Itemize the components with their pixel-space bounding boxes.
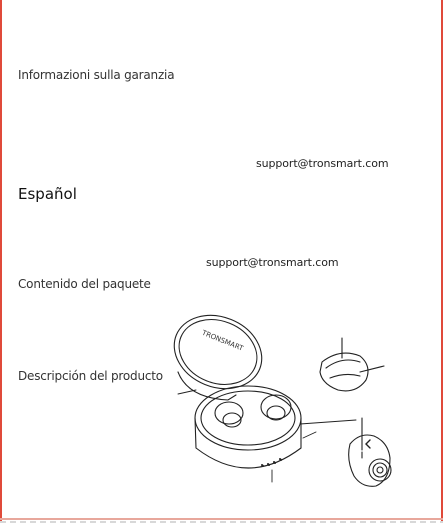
support-email-it: support@tronsmart.com: [256, 157, 389, 170]
support-email-es: support@tronsmart.com: [206, 256, 339, 269]
lid-brand-text: TRONSMART: [200, 328, 245, 353]
warranty-heading: Informazioni sulla garanzia: [18, 68, 175, 82]
earbud-right: [320, 338, 384, 391]
spanish-section-heading: Español: [18, 185, 77, 203]
earbud-left: [349, 418, 391, 486]
product-description-heading: Descripción del producto: [18, 369, 163, 383]
package-contents-heading: Contenido del paquete: [18, 277, 151, 291]
